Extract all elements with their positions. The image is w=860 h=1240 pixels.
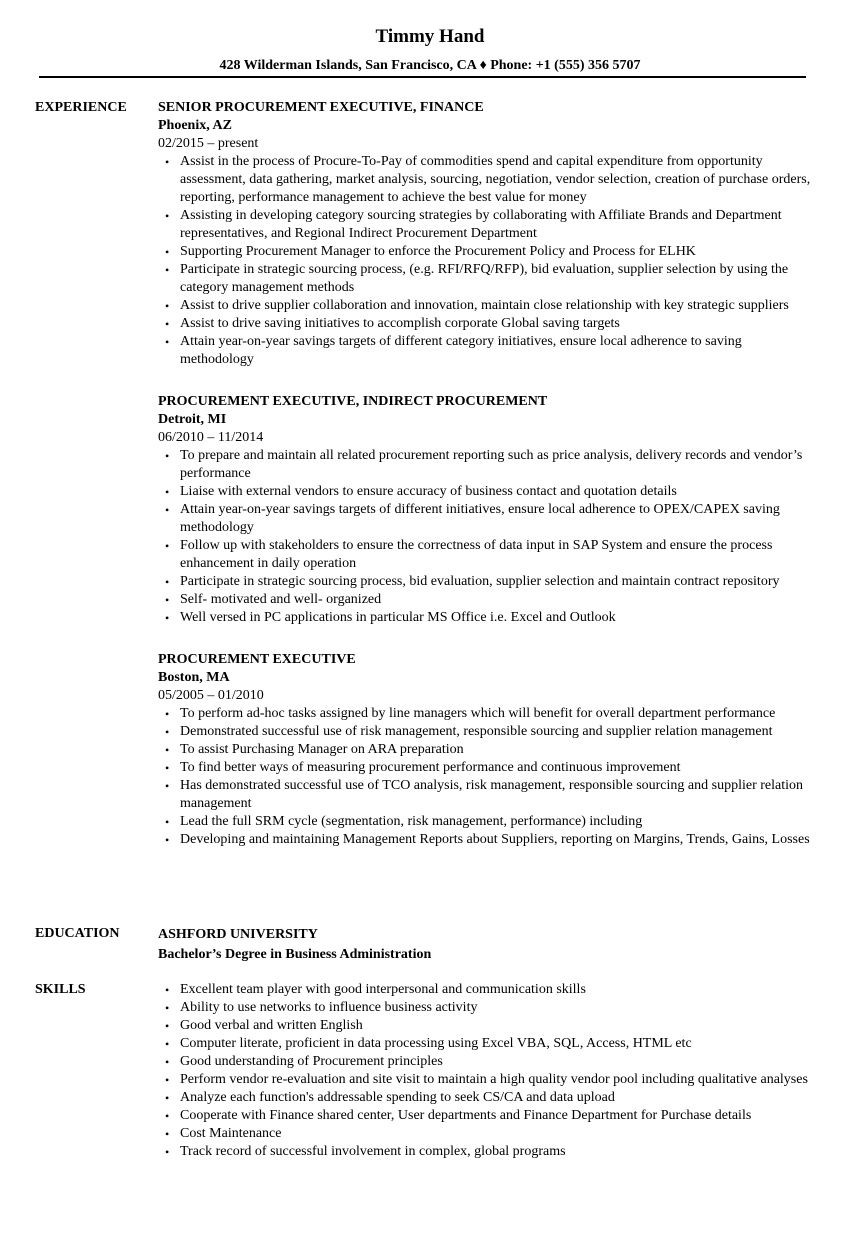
bullet-item: • To prepare and maintain all related procurement reporting such as price analysis, delivery records and vendor’s performance xyxy=(180,447,818,483)
skill-item: • Cooperate with Finance shared center, User departments and Finance Department for Purchase details xyxy=(180,1107,818,1125)
job-title: PROCUREMENT EXECUTIVE xyxy=(158,652,356,667)
skill-item: • Good understanding of Procurement principles xyxy=(180,1053,818,1071)
skill-item: • Cost Maintenance xyxy=(180,1125,818,1143)
bullet-item: • Has demonstrated successful use of TCO analysis, risk management, responsible sourcing and supplier relation management xyxy=(180,777,818,813)
section-label-skills: SKILLS xyxy=(35,982,86,997)
bullet-item: • To assist Purchasing Manager on ARA preparation xyxy=(180,741,818,759)
skill-item: • Track record of successful involvement in complex, global programs xyxy=(180,1143,818,1161)
job-title: SENIOR PROCUREMENT EXECUTIVE, FINANCE xyxy=(158,100,484,115)
skill-item: • Excellent team player with good interpersonal and communication skills xyxy=(180,981,818,999)
job-entry xyxy=(158,651,818,849)
job-title: PROCUREMENT EXECUTIVE, INDIRECT PROCUREMENT xyxy=(158,394,548,409)
job-dates: 02/2015 – present xyxy=(158,136,259,151)
skill-item: • Ability to use networks to influence business activity xyxy=(180,999,818,1017)
skills-list xyxy=(158,981,818,1161)
bullet-item: • Lead the full SRM cycle (segmentation, risk management, performance) including xyxy=(180,813,818,831)
skill-item: • Computer literate, proficient in data processing using Excel VBA, SQL, Access, HTML etc xyxy=(180,1035,818,1053)
experience-list xyxy=(158,99,818,867)
bullet-item: • Assisting in developing category sourcing strategies by collaborating with Affiliate Brands and Department representatives, and Regional Indirect Procurement Department xyxy=(180,207,818,243)
job-bullets xyxy=(158,153,818,369)
skills-list-wrapper xyxy=(158,981,818,1161)
job-entry xyxy=(158,393,818,627)
bullet-item: • Participate in strategic sourcing process, (e.g. RFI/RFQ/RFP), bid evaluation, supplier selection by using the category management methods xyxy=(180,261,818,297)
job-location: Detroit, MI xyxy=(158,412,227,427)
bullet-item: • To perform ad-hoc tasks assigned by line managers which will benefit for overall department performance xyxy=(180,705,818,723)
bullet-item: • Attain year-on-year savings targets of different initiatives, ensure local adherence to OPEX/CAPEX saving methodology xyxy=(180,501,818,537)
header-divider xyxy=(39,76,806,78)
bullet-item: • Developing and maintaining Management Reports about Suppliers, reporting on Margins, Trends, Gains, Losses xyxy=(180,831,818,849)
school-name: ASHFORD UNIVERSITY xyxy=(158,927,318,942)
job-dates: 06/2010 – 11/2014 xyxy=(158,430,264,445)
bullet-item: • Participate in strategic sourcing process, bid evaluation, supplier selection and maintain contract repository xyxy=(180,573,818,591)
bullet-item: • To find better ways of measuring procurement performance and continuous improvement xyxy=(180,759,818,777)
degree: Bachelor’s Degree in Business Administration xyxy=(158,947,432,962)
job-bullets xyxy=(158,447,818,627)
skill-item: • Perform vendor re-evaluation and site visit to maintain a high quality vendor pool including qualitative analyses xyxy=(180,1071,818,1089)
bullet-item: • Assist in the process of Procure-To-Pay of commodities spend and capital expenditure from opportunity assessment, data gathering, market analysis, sourcing, negotiation, vendor selection, creation of purchase orders, reporting, performance management to achieve the best value for money xyxy=(180,153,818,207)
candidate-name: Timmy Hand xyxy=(375,26,485,47)
section-label-education: EDUCATION xyxy=(35,926,120,941)
job-location: Boston, MA xyxy=(158,670,230,685)
bullet-item: • Attain year-on-year savings targets of different category initiatives, ensure local adherence to saving methodology xyxy=(180,333,818,369)
bullet-item: • Liaise with external vendors to ensure accuracy of business contact and quotation details xyxy=(180,483,818,501)
skill-item: • Good verbal and written English xyxy=(180,1017,818,1035)
section-label-experience: EXPERIENCE xyxy=(35,100,127,115)
job-bullets xyxy=(158,705,818,849)
bullet-item: • Supporting Procurement Manager to enforce the Procurement Policy and Process for ELHK xyxy=(180,243,818,261)
bullet-item: • Demonstrated successful use of risk management, responsible sourcing and supplier relation management xyxy=(180,723,818,741)
bullet-item: • Assist to drive supplier collaboration and innovation, maintain close relationship with key strategic suppliers xyxy=(180,297,818,315)
bullet-item: • Well versed in PC applications in particular MS Office i.e. Excel and Outlook xyxy=(180,609,818,627)
bullet-item: • Self- motivated and well- organized xyxy=(180,591,818,609)
job-entry xyxy=(158,99,818,369)
skill-item: • Analyze each function's addressable spending to seek CS/CA and data upload xyxy=(180,1089,818,1107)
resume-header xyxy=(0,25,860,75)
contact-info: 428 Wilderman Islands, San Francisco, CA ♦ Phone: +1 (555) 356 5707 xyxy=(219,58,641,73)
bullet-item: • Assist to drive saving initiatives to accomplish corporate Global saving targets xyxy=(180,315,818,333)
job-location: Phoenix, AZ xyxy=(158,118,232,133)
education-entry xyxy=(158,925,818,964)
bullet-item: • Follow up with stakeholders to ensure the correctness of data input in SAP System and ensure the process enhancement in daily operation xyxy=(180,537,818,573)
job-dates: 05/2005 – 01/2010 xyxy=(158,688,264,703)
